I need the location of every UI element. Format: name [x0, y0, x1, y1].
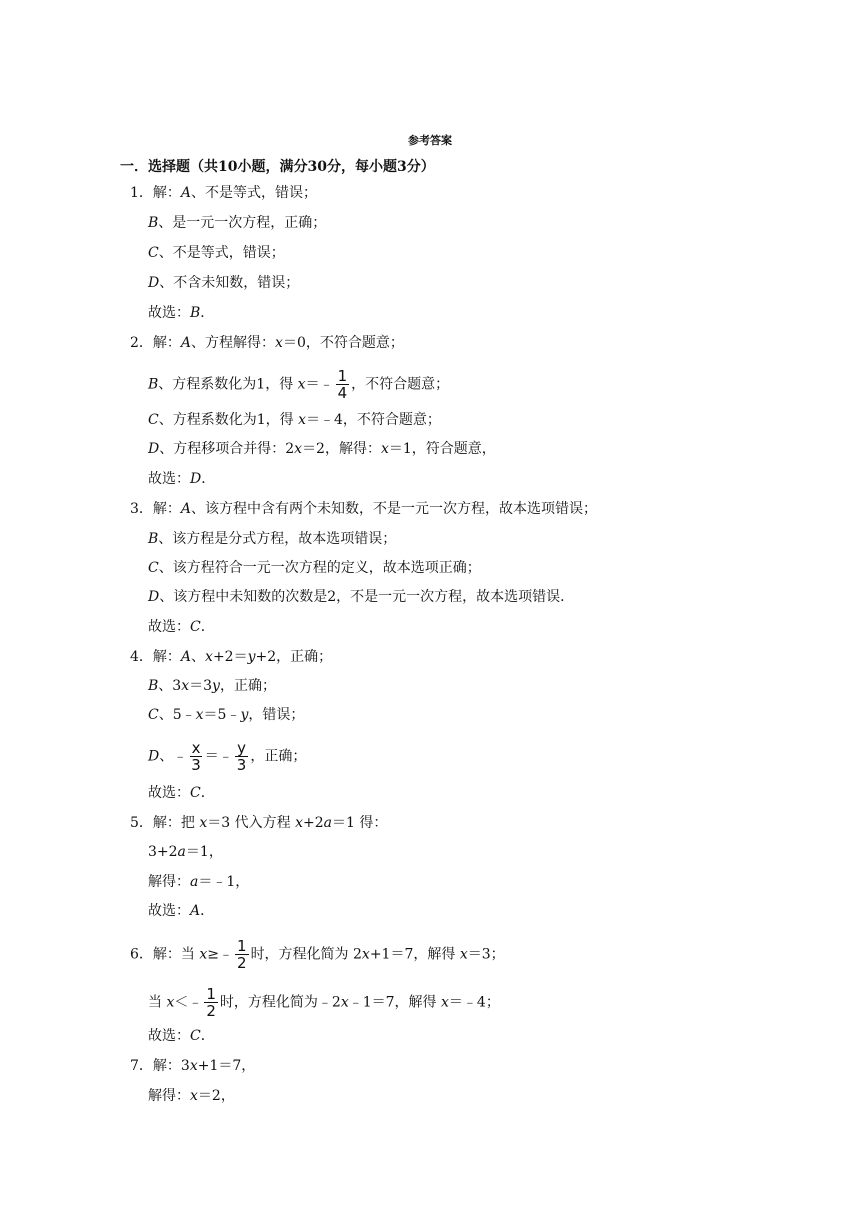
- q3-line-b: B、该方程是分式方程，故本选项错误；: [148, 531, 397, 547]
- fraction: $\frac{1}{2}$: [237, 937, 247, 972]
- q3-answer: 故选：C．: [148, 619, 215, 635]
- q2-line-d: D、方程移项合并得：2x＝2，解得：x＝1，符合题意，: [148, 441, 496, 457]
- q5-line-1: 5．解：把 x＝3 代入方程 x+2a＝1 得：: [130, 815, 388, 831]
- q1-answer: 故选：B．: [148, 305, 215, 321]
- fraction: $\frac{1}{4}$: [337, 367, 348, 402]
- q4-line-c: C、5﹣x＝5﹣y，错误；: [148, 707, 305, 723]
- q1-line-b: B、是一元一次方程，正确；: [148, 215, 327, 231]
- q7-line-2: 解得：x＝2，: [148, 1088, 235, 1104]
- fraction: $\frac{y}{3}$: [236, 739, 247, 774]
- q2-line-b: B、方程系数化为1，得 x＝﹣ $\frac{1}{4}$ ，不符合题意；: [148, 367, 450, 402]
- q3-line-a: 3．解：A、该方程中含有两个未知数，不是一元一次方程，故本选项错误；: [130, 501, 598, 517]
- q3-line-c: C、该方程符合一元一次方程的定义，故本选项正确；: [148, 560, 481, 576]
- q5-line-3: 解得：a＝﹣1，: [148, 874, 250, 890]
- q7-line-1: 7．解：3x+1＝7，: [130, 1058, 256, 1074]
- q2-answer: 故选：D．: [148, 471, 216, 487]
- q6-answer: 故选：C．: [148, 1028, 215, 1044]
- q1-line-d: D、不含未知数，错误；: [148, 275, 300, 291]
- fraction: $\frac{1}{2}$: [206, 985, 216, 1020]
- q3-line-d: D、该方程中未知数的次数是2，不是一元一次方程，故本选项错误．: [148, 589, 575, 605]
- q5-answer: 故选：A．: [148, 903, 215, 919]
- section-heading: 一．选择题（共10小题，满分30分，每小题3分）: [120, 159, 435, 175]
- q2-line-c: C、方程系数化为1，得 x＝﹣4，不符合题意；: [148, 412, 441, 428]
- page-title: 参考答案: [408, 134, 452, 147]
- q2-line-a: 2．解：A、方程解得：x＝0，不符合题意；: [130, 335, 404, 351]
- q6-line-1: 6．解：当 x≥﹣ $\frac{1}{2}$ 时，方程化简为 2x+1＝7，解得 x＝3；: [130, 937, 505, 972]
- q1-line-c: C、不是等式，错误；: [148, 245, 285, 261]
- q4-line-d: D、﹣ $\frac{x}{3}$ ＝﹣ $\frac{y}{3}$ ，正确；: [148, 739, 307, 774]
- q1-line-a: 1．解：A、不是等式，错误；: [130, 185, 318, 201]
- q5-line-2: 3+2a＝1，: [148, 844, 223, 860]
- fraction: $\frac{x}{3}$: [191, 739, 201, 774]
- q4-line-b: B、3x＝3y，正确；: [148, 678, 276, 694]
- q6-line-2: 当 x＜﹣ $\frac{1}{2}$ 时，方程化简为﹣2x﹣1＝7，解得 x＝﹣4；: [148, 985, 500, 1020]
- q4-answer: 故选：C．: [148, 785, 215, 801]
- q4-line-a: 4．解：A、x+2＝y+2，正确；: [130, 649, 333, 665]
